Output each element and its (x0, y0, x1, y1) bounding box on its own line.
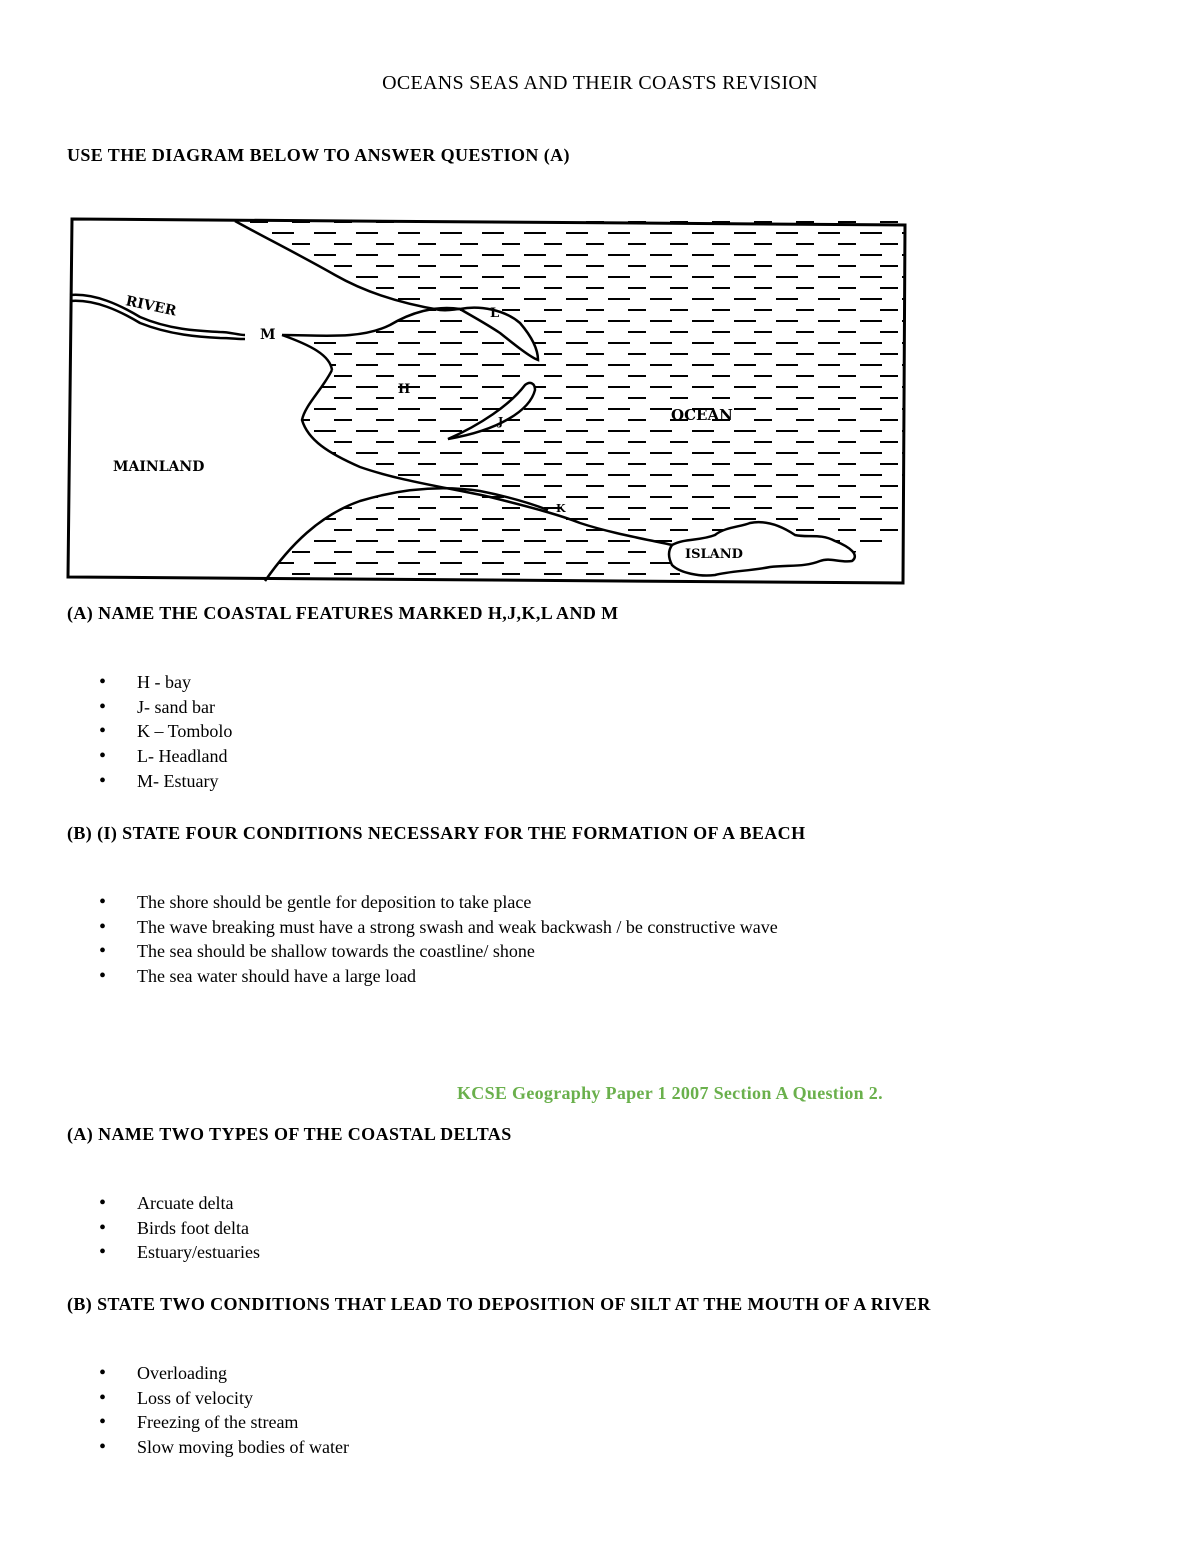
diagram-instruction: USE THE DIAGRAM BELOW TO ANSWER QUESTION (A) (67, 145, 570, 165)
list-item: • Slow moving bodies of water (99, 1435, 349, 1460)
list-item: • The sea water should have a large load (99, 964, 778, 989)
label-island: ISLAND (685, 547, 743, 562)
list-item: • Birds foot delta (99, 1216, 260, 1241)
q1-b-answer-list (99, 890, 778, 989)
list-item: • M- Estuary (99, 769, 232, 794)
label-m: M (260, 327, 276, 343)
label-ocean: OCEAN (671, 406, 733, 424)
label-k: K (556, 502, 566, 515)
label-j: J (498, 415, 504, 428)
label-river: RIVER (124, 293, 178, 320)
q1-a-answer-list (99, 670, 232, 794)
label-h: H (398, 382, 411, 397)
list-item: • L- Headland (99, 744, 232, 769)
list-item: • Freezing of the stream (99, 1410, 349, 1435)
list-item: • Arcuate delta (99, 1191, 260, 1216)
source-reference: KCSE Geography Paper 1 2007 Section A Question 2. (457, 1083, 883, 1103)
q2-a-heading: (A) NAME TWO TYPES OF THE COASTAL DELTAS (67, 1124, 512, 1144)
list-item: • K – Tombolo (99, 719, 232, 744)
list-item: • Overloading (99, 1361, 349, 1386)
label-mainland: MAINLAND (113, 459, 205, 475)
q2-a-answer-list (99, 1191, 260, 1265)
q1-b-heading: (B) (I) STATE FOUR CONDITIONS NECESSARY FOR THE FORMATION OF A BEACH (67, 823, 806, 843)
q1-a-heading: (A) NAME THE COASTAL FEATURES MARKED H,J,K,L AND M (67, 603, 619, 623)
list-item: • J- sand bar (99, 695, 232, 720)
page-title: OCEANS SEAS AND THEIR COASTS REVISION (382, 72, 818, 94)
list-item: • The shore should be gentle for deposition to take place (99, 890, 778, 915)
coastal-diagram (60, 205, 910, 590)
list-item: • The sea should be shallow towards the coastline/ shone (99, 939, 778, 964)
list-item: • H - bay (99, 670, 232, 695)
q2-b-heading: (B) STATE TWO CONDITIONS THAT LEAD TO DEPOSITION OF SILT AT THE MOUTH OF A RIVER (67, 1294, 931, 1314)
list-item: • Estuary/estuaries (99, 1240, 260, 1265)
list-item: • Loss of velocity (99, 1386, 349, 1411)
q2-b-answer-list (99, 1361, 349, 1460)
label-l: L (490, 306, 500, 321)
ocean-area (235, 219, 908, 555)
list-item: • The wave breaking must have a strong swash and weak backwash / be constructive wave (99, 915, 778, 940)
